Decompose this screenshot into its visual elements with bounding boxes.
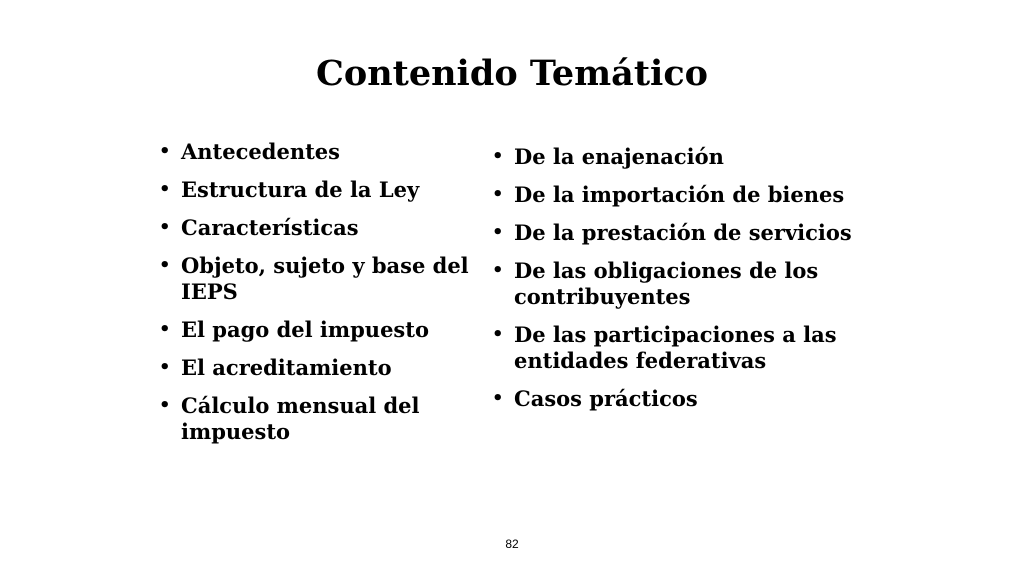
list-item-label: Estructura de la Ley xyxy=(181,177,420,202)
list-item xyxy=(490,322,910,374)
list-item xyxy=(157,317,475,343)
bullet-icon: • xyxy=(159,357,171,378)
list-item-label: De la enajenación xyxy=(514,144,724,169)
list-item xyxy=(157,355,475,381)
list-item xyxy=(490,220,910,246)
list-item-label: Objeto, sujeto y base del IEPS xyxy=(181,253,469,304)
bullet-icon: • xyxy=(159,179,171,200)
list-item-label: De las participaciones a las entidades federativas xyxy=(514,322,837,373)
list-item xyxy=(490,144,910,170)
list-item xyxy=(157,253,475,305)
list-item xyxy=(490,386,910,412)
list-item xyxy=(157,215,475,241)
bullet-icon: • xyxy=(159,141,171,162)
list-item-label: El acreditamiento xyxy=(181,355,392,380)
list-item-label: De la importación de bienes xyxy=(514,182,845,207)
bullet-icon: • xyxy=(492,184,504,205)
list-item xyxy=(157,139,475,165)
list-item-label: Cálculo mensual del impuesto xyxy=(181,393,420,444)
page-number: 82 xyxy=(505,537,519,551)
left-topic-list xyxy=(157,139,475,457)
list-item xyxy=(157,393,475,445)
list-item xyxy=(157,177,475,203)
slide-title: Contenido Temático xyxy=(316,53,708,94)
list-item xyxy=(490,182,910,208)
bullet-icon: • xyxy=(492,260,504,281)
list-item-label: Antecedentes xyxy=(181,139,340,164)
bullet-icon: • xyxy=(159,255,171,276)
list-item-label: Casos prácticos xyxy=(514,386,698,411)
bullet-icon: • xyxy=(492,222,504,243)
bullet-icon: • xyxy=(492,324,504,345)
list-item-label: El pago del impuesto xyxy=(181,317,429,342)
list-item-label: Características xyxy=(181,215,359,240)
list-item-label: De la prestación de servicios xyxy=(514,220,852,245)
bullet-icon: • xyxy=(492,146,504,167)
bullet-icon: • xyxy=(159,217,171,238)
bullet-icon: • xyxy=(492,388,504,409)
right-topic-list xyxy=(490,144,910,424)
list-item-label: De las obligaciones de los contribuyentes xyxy=(514,258,819,309)
bullet-icon: • xyxy=(159,395,171,416)
bullet-icon: • xyxy=(159,319,171,340)
list-item xyxy=(490,258,910,310)
